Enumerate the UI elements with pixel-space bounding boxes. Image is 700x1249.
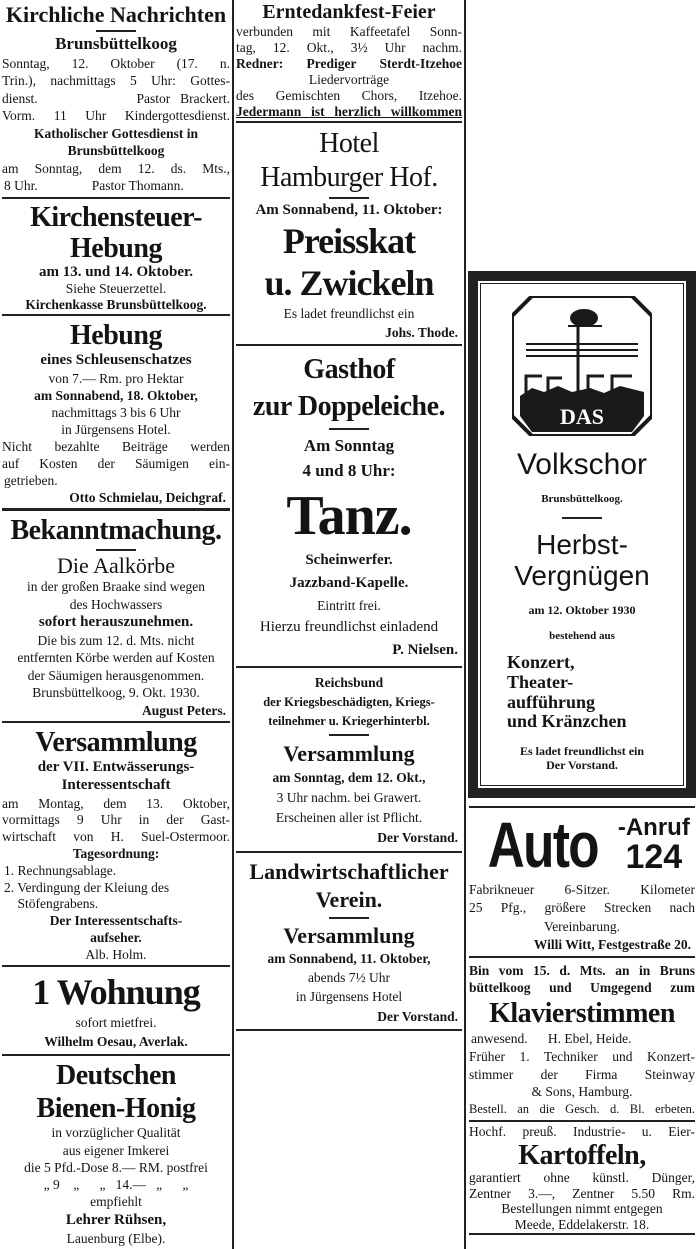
signature: August Peters. xyxy=(142,702,226,718)
text-line: büttelkoog und Umgegend zum xyxy=(469,980,695,996)
text-line: Fabrikneuer 6-Sitzer. Kilometer xyxy=(469,882,695,898)
program-item: Theater- xyxy=(507,671,574,692)
event-title-line: Herbst- xyxy=(536,529,628,561)
agenda-item: 2. Verdingung der Kleiung des xyxy=(4,879,170,895)
text-line: Trin.), nachmittags 5 Uhr: Gottes- xyxy=(2,73,230,89)
ad-title: Klavierstimmen xyxy=(489,998,675,1030)
signature: Wilhelm Oesau, Averlak. xyxy=(44,1034,188,1050)
text-line: der Säumigen herausgenommen. xyxy=(27,667,205,683)
text-line: eines Schleusenschatzes xyxy=(40,352,192,369)
text-line: getrieben. xyxy=(4,472,58,488)
text-line: Zentner 3.—, Zentner 5.50 Rm. xyxy=(469,1185,695,1201)
text-line: aus eigener Imkerei xyxy=(62,1142,170,1158)
text-line: 25 Pfg., größere Strecken nach xyxy=(469,900,695,916)
text-line: Katholischer Gottesdienst in xyxy=(33,125,198,141)
text-line: anwesend. H. Ebel, Heide. xyxy=(471,1031,632,1047)
ad-title: Gasthof xyxy=(303,354,395,386)
ad-title: Bienen-Honig xyxy=(36,1092,196,1124)
text-line: tag, 12. Okt., 3½ Uhr nachm. xyxy=(236,39,462,55)
text-line: & Sons, Hamburg. xyxy=(531,1084,633,1100)
program-item: Konzert, xyxy=(507,652,575,673)
text-line: auf Kosten der Säumigen ein- xyxy=(2,455,230,471)
phone-number: 124 xyxy=(625,838,683,877)
agenda-item: 1. Rechnungsablage. xyxy=(4,862,117,878)
text-line: am 13. und 14. Oktober. xyxy=(38,263,194,280)
text-line: Hierzu freundlichst einladend xyxy=(259,619,439,636)
ad-versammlung-entwaesserung xyxy=(2,725,230,967)
ad-title: Hamburger Hof. xyxy=(260,161,438,193)
ad-bekanntmachung xyxy=(2,513,230,723)
signature: Willi Witt, Festgestraße 20. xyxy=(533,936,691,952)
text-line: Erscheinen aller ist Pflicht. xyxy=(275,809,423,825)
text-line: Vereinbarung. xyxy=(543,918,621,934)
text-line: Vorm. 11 Uhr Kindergottesdienst. xyxy=(2,108,230,124)
column-rule xyxy=(232,0,234,1249)
divider xyxy=(329,197,369,199)
text-line: garantiert ohne künstl. Dünger, xyxy=(469,1170,695,1186)
signature: Meede, Eddelakerstr. 18. xyxy=(514,1216,650,1232)
price-line: „ 9 „ „ 14.— „ „ xyxy=(43,1177,189,1193)
text-line: der Kriegsbeschädigten, Kriegs- xyxy=(263,694,435,709)
ad-erntedankfest xyxy=(236,0,462,123)
signature: P. Nielsen. xyxy=(392,642,458,659)
text-line: des Gemischten Chors, Itzehoe. xyxy=(236,87,462,103)
ad-title: Versammlung xyxy=(283,740,415,766)
event-title-line: Vergnügen xyxy=(514,559,650,591)
text-line: Früher 1. Techniker und Konzert- xyxy=(469,1048,695,1064)
program-item: und Kränzchen xyxy=(507,711,627,732)
text-line: der VII. Entwässerungs- xyxy=(37,758,195,775)
ad-reichsbund xyxy=(236,670,462,853)
text-line: Die bis zum 12. d. Mts. nicht xyxy=(37,633,195,648)
text-line: am Montag, dem 13. Oktober, xyxy=(2,795,230,811)
ad-klavierstimmen xyxy=(469,960,695,1122)
column-3 xyxy=(469,0,695,1249)
text-line: bestehend aus xyxy=(549,629,615,642)
text-line: abends 7½ Uhr xyxy=(307,970,391,986)
ad-title: Bekanntmachung. xyxy=(10,515,222,547)
text-line: teilnehmer u. Kriegerhinterbl. xyxy=(268,713,430,728)
ad-title: Deutschen xyxy=(56,1060,176,1092)
text-line: in Jürgensens Hotel. xyxy=(61,421,171,437)
text-line: Reichsbund xyxy=(314,674,384,690)
text-line: verbunden mit Kaffeetafel Sonn- xyxy=(236,23,462,39)
ad-title: Volkschor xyxy=(516,447,648,481)
ad-landwirtschaftlicher-verein xyxy=(236,855,462,1031)
logo-text: DAS xyxy=(559,404,605,430)
ad-title: Kirchliche Nachrichten xyxy=(5,2,227,28)
divider xyxy=(562,517,602,519)
divider xyxy=(96,30,136,32)
ad-title: Hebung xyxy=(70,232,162,264)
text-line: Scheinwerfer. xyxy=(305,552,393,569)
text-line: Tagesordnung: xyxy=(72,846,160,861)
text-line: in Jürgensens Hotel xyxy=(295,989,403,1005)
text-line: Es ladet freundlichst ein xyxy=(519,743,645,758)
text-line: entfernten Körbe werden auf Kosten xyxy=(17,650,215,666)
ad-wohnung xyxy=(2,969,230,1056)
signature: Der Vorstand. xyxy=(546,758,618,773)
text-line: 4 und 8 Uhr: xyxy=(302,461,396,481)
ad-title: Hebung xyxy=(70,319,162,351)
ad-title: zur Doppeleiche. xyxy=(252,390,446,422)
signature: aufseher. xyxy=(90,930,142,946)
signature: Alb. Holm. xyxy=(85,946,147,962)
text-line: sofort mietfrei. xyxy=(75,1015,157,1031)
text-line: Sonntag, 12. Oktober (17. n. xyxy=(2,55,230,71)
ad-title: Auto xyxy=(487,809,599,882)
ad-hebung-schleusenschatz xyxy=(2,318,230,511)
text-line: Interessentschaft xyxy=(61,777,171,794)
text-line: Brunsbüttelkoog, 9. Okt. 1930. xyxy=(32,685,200,701)
program-item: aufführung xyxy=(507,691,596,712)
ad-kirchensteuer xyxy=(2,201,230,316)
divider xyxy=(96,549,136,551)
text-line: Am Sonnabend, 11. Oktober: xyxy=(255,201,443,218)
ad-title: Kirchensteuer- xyxy=(30,201,202,233)
column-2 xyxy=(236,0,462,1249)
signature: Der Interessentschafts- xyxy=(49,913,183,929)
ad-volkschor-ornamental-border xyxy=(469,272,695,797)
ad-kartoffeln xyxy=(469,1124,695,1235)
text-line: am Sonnabend, 18. Oktober, xyxy=(34,387,198,403)
event-title xyxy=(514,530,649,592)
ad-title: Kartoffeln, xyxy=(518,1139,646,1171)
text-line: Liedervorträge xyxy=(308,71,390,87)
text-line: wirtschaft von H. Suel-Ostermoor. xyxy=(2,829,230,845)
text-line: des Hochwassers xyxy=(69,596,163,612)
text-line: Hochf. preuß. Industrie- u. Eier- xyxy=(469,1124,695,1140)
text-line: in der großen Braake sind wegen xyxy=(26,579,206,595)
text-line: dienst. Pastor Brackert. xyxy=(2,90,230,106)
text-line: Eintritt frei. xyxy=(317,597,381,613)
text-line: Jedermann ist herzlich willkommen xyxy=(236,103,462,119)
signature: Johs. Thode. xyxy=(385,324,458,340)
divider xyxy=(329,734,369,736)
ad-title: Hotel xyxy=(319,128,379,160)
text-line: vormittags 9 Uhr in der Gast- xyxy=(2,812,230,828)
signature: Otto Schmielau, Deichgraf. xyxy=(69,489,226,505)
text-line: Bestellungen nimmt entgegen xyxy=(501,1201,663,1217)
ad-title: Erntedankfest-Feier xyxy=(262,0,436,23)
agenda-item: Stöfengrabens. xyxy=(4,896,99,912)
text-line: am Sonntag, dem 12. ds. Mts., xyxy=(2,160,230,176)
signature: Lauenburg (Elbe). xyxy=(66,1230,166,1246)
ad-subtitle: -Anruf xyxy=(617,814,690,842)
text-line: in vorzüglicher Qualität xyxy=(51,1125,181,1141)
divider xyxy=(329,917,369,919)
price-line: die 5 Pfd.-Dose 8.— RM. postfrei xyxy=(24,1159,208,1175)
text-line: Brunsbüttelkoog xyxy=(67,143,165,159)
program-list xyxy=(507,653,657,732)
signature: Der Vorstand. xyxy=(377,829,458,845)
auto-header xyxy=(469,809,695,882)
text-line: Bin vom 15. d. Mts. an in Bruns xyxy=(469,962,695,978)
ad-title: 1 Wohnung xyxy=(32,971,200,1012)
text-line: Redner: Prediger Sterdt-Itzehoe xyxy=(236,55,462,71)
text-line: Es ladet freundlichst ein xyxy=(283,306,415,322)
ad-title: Landwirtschaftlicher xyxy=(249,859,449,885)
ad-subtitle: Die Aalkörbe xyxy=(57,553,175,578)
text-line: von 7.— Rm. pro Hektar xyxy=(48,370,184,386)
ad-title: Versammlung xyxy=(35,726,197,758)
text-line: Kirchenkasse Brunsbüttelkoog. xyxy=(25,297,207,313)
ad-bienen-honig xyxy=(2,1058,230,1249)
text-line: empfiehlt xyxy=(90,1194,142,1210)
divider xyxy=(329,428,369,430)
column-rule xyxy=(464,0,466,1249)
event-title: Preisskat xyxy=(282,220,416,261)
ad-auto-anruf xyxy=(469,806,695,958)
text-line: Nicht bezahlte Beiträge werden xyxy=(2,438,230,454)
text-line: sofort herauszunehmen. xyxy=(38,614,194,631)
ad-gasthof-doppeleiche xyxy=(236,348,462,668)
text-line: Jazzband-Kapelle. xyxy=(289,575,409,592)
text-line: am Sonnabend, 11. Oktober, xyxy=(267,950,431,966)
text-line: Brunsbüttelkoog. xyxy=(541,493,623,506)
text-line: stimmer der Firma Steinway xyxy=(469,1066,695,1082)
column-1 xyxy=(2,0,230,1249)
text-line: Am Sonntag xyxy=(303,436,395,456)
event-title: Tanz. xyxy=(286,485,412,548)
text-line: Bestell. an die Gesch. d. Bl. erbeten. xyxy=(469,1102,695,1117)
text-line: 3 Uhr nachm. bei Grawert. xyxy=(276,789,422,805)
text-line: Siehe Steuerzettel. xyxy=(65,281,167,297)
ad-kirchliche-nachrichten xyxy=(2,0,230,199)
ad-title: Verein. xyxy=(315,887,383,913)
das-logo-icon xyxy=(512,296,652,436)
signature: Lehrer Rühsen, xyxy=(65,1211,167,1228)
event-title: u. Zwickeln xyxy=(264,263,434,304)
text-line: am Sonntag, dem 12. Okt., xyxy=(272,769,426,785)
place-heading: Brunsbüttelkoog xyxy=(55,34,177,54)
text-line: 8 Uhr. Pastor Thomann. xyxy=(4,178,184,194)
event-title: Versammlung xyxy=(283,922,415,948)
ad-hotel-hamburger-hof xyxy=(236,125,462,346)
signature: Der Vorstand. xyxy=(377,1008,458,1024)
text-line: am 12. Oktober 1930 xyxy=(528,603,636,618)
text-line: nachmittags 3 bis 6 Uhr xyxy=(51,404,181,420)
